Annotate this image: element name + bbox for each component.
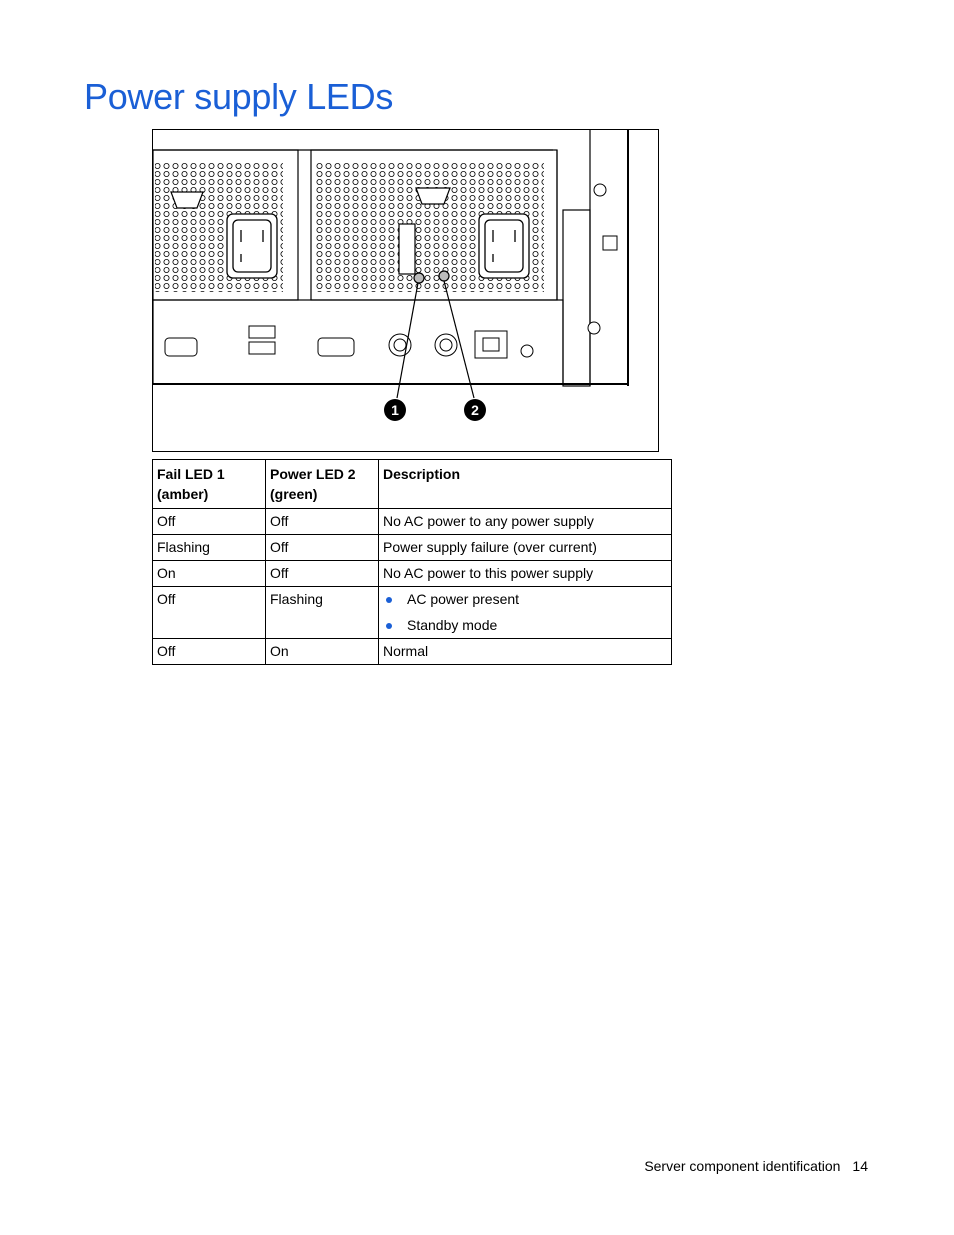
cell-fail: On bbox=[153, 561, 266, 587]
svg-text:2: 2 bbox=[471, 402, 479, 418]
table-row bbox=[153, 639, 672, 665]
list-item: AC power present bbox=[383, 591, 667, 608]
power-supply-figure bbox=[152, 129, 659, 452]
page-title: Power supply LEDs bbox=[84, 76, 394, 117]
cell-power: Flashing bbox=[266, 587, 379, 639]
cell-description bbox=[379, 587, 672, 639]
bullet-icon bbox=[386, 597, 392, 603]
callout-2 bbox=[464, 399, 486, 421]
table-header-row bbox=[153, 460, 672, 509]
cell-power: Off bbox=[266, 535, 379, 561]
ac-inlet-1 bbox=[227, 214, 277, 278]
cell-description: Power supply failure (over current) bbox=[379, 535, 672, 561]
table-row bbox=[153, 509, 672, 535]
list-item: Standby mode bbox=[383, 617, 667, 634]
description-bullet-list bbox=[383, 591, 667, 634]
header-power-led: Power LED 2 (green) bbox=[266, 460, 379, 509]
bullet-icon bbox=[386, 623, 392, 629]
cell-description: No AC power to any power supply bbox=[379, 509, 672, 535]
cell-power: Off bbox=[266, 561, 379, 587]
svg-text:1: 1 bbox=[391, 402, 399, 418]
ac-inlet-2 bbox=[479, 214, 529, 278]
cell-fail: Off bbox=[153, 587, 266, 639]
cell-description: Normal bbox=[379, 639, 672, 665]
table-row bbox=[153, 561, 672, 587]
table-row bbox=[153, 587, 672, 639]
cell-fail: Flashing bbox=[153, 535, 266, 561]
header-description: Description bbox=[379, 460, 672, 509]
led-status-table bbox=[152, 459, 672, 665]
header-fail-led: Fail LED 1 (amber) bbox=[153, 460, 266, 509]
page-number: 14 bbox=[852, 1158, 868, 1174]
cell-fail: Off bbox=[153, 639, 266, 665]
footer-section-title: Server component identification bbox=[644, 1158, 841, 1174]
cell-power: On bbox=[266, 639, 379, 665]
table-row bbox=[153, 535, 672, 561]
cell-fail: Off bbox=[153, 509, 266, 535]
cell-description: No AC power to this power supply bbox=[379, 561, 672, 587]
page-footer bbox=[644, 1158, 868, 1174]
callout-1 bbox=[384, 399, 406, 421]
cell-power: Off bbox=[266, 509, 379, 535]
